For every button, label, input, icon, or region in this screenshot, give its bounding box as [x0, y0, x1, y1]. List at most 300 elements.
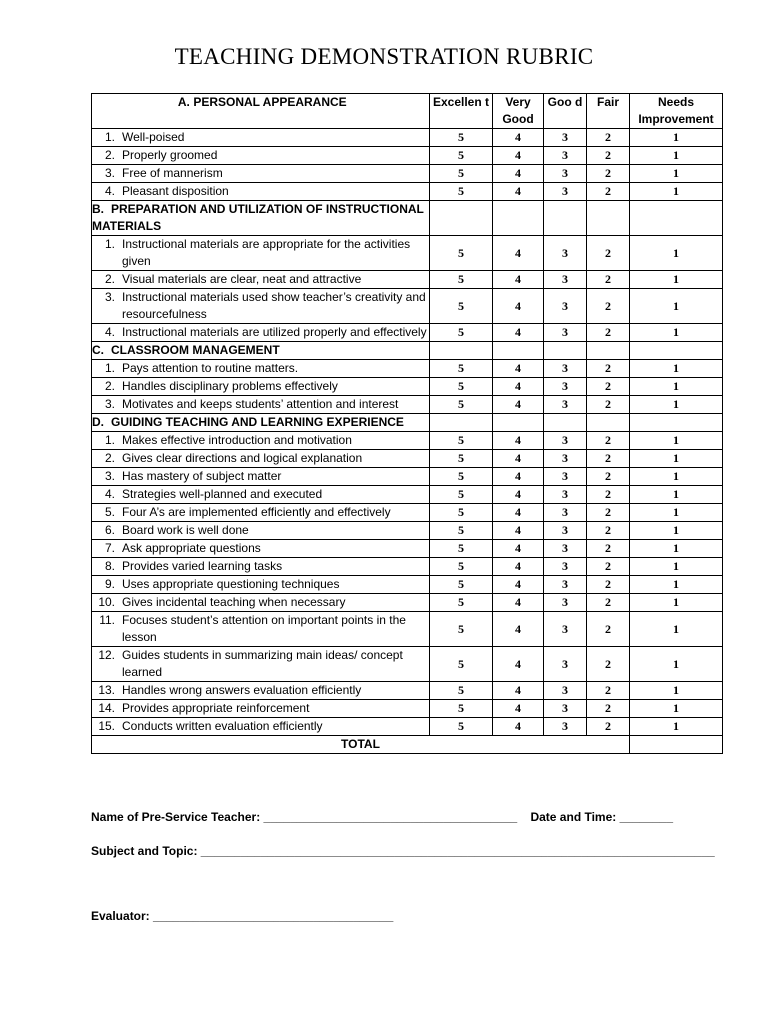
score-needs-improvement: 1: [630, 432, 723, 450]
score-excellent: 5: [430, 682, 493, 700]
score-good: 3: [544, 129, 587, 147]
score-very-good: 4: [493, 324, 544, 342]
score-excellent: 5: [430, 486, 493, 504]
criterion-cell: [92, 289, 430, 324]
criterion-number: 11.: [99, 613, 115, 627]
criterion-cell: [92, 396, 430, 414]
score-good: 3: [544, 718, 587, 736]
score-fair: 2: [587, 682, 630, 700]
score-very-good: 4: [493, 540, 544, 558]
score-cell-empty: [587, 342, 630, 360]
criterion-row: [92, 594, 723, 612]
score-excellent: 5: [430, 147, 493, 165]
score-excellent: 5: [430, 129, 493, 147]
score-needs-improvement: 1: [630, 612, 723, 647]
score-excellent: 5: [430, 165, 493, 183]
criterion-number: 4.: [104, 487, 115, 501]
score-very-good: 4: [493, 165, 544, 183]
score-needs-improvement: 1: [630, 486, 723, 504]
criterion-item: [92, 289, 429, 323]
criterion-item: [92, 360, 429, 377]
criterion-cell: [92, 718, 430, 736]
criterion-text: Guides students in summarizing main ideas/ concept learned: [122, 648, 403, 679]
criterion-item: [92, 700, 429, 717]
total-value-cell: [630, 736, 723, 754]
score-fair: 2: [587, 129, 630, 147]
criterion-number: 2.: [104, 451, 115, 465]
score-excellent: 5: [430, 540, 493, 558]
criterion-item: [92, 450, 429, 467]
score-good: 3: [544, 396, 587, 414]
score-fair: 2: [587, 558, 630, 576]
score-good: 3: [544, 289, 587, 324]
score-fair: 2: [587, 236, 630, 271]
criterion-text: Board work is well done: [122, 523, 249, 537]
score-fair: 2: [587, 486, 630, 504]
score-very-good: 4: [493, 396, 544, 414]
total-label: TOTAL: [92, 736, 630, 754]
criterion-number: 15.: [98, 719, 115, 733]
criterion-row: [92, 612, 723, 647]
score-fair: 2: [587, 183, 630, 201]
criterion-cell: [92, 522, 430, 540]
score-needs-improvement: 1: [630, 396, 723, 414]
criterion-cell: [92, 129, 430, 147]
score-good: 3: [544, 183, 587, 201]
criterion-number: 9.: [104, 577, 115, 591]
score-fair: 2: [587, 576, 630, 594]
score-good: 3: [544, 432, 587, 450]
score-good: 3: [544, 647, 587, 682]
criterion-item: [92, 540, 429, 557]
score-excellent: 5: [430, 594, 493, 612]
criterion-item: [92, 271, 429, 288]
criterion-text: Free of mannerism: [122, 166, 223, 180]
score-very-good: 4: [493, 271, 544, 289]
criterion-item: [92, 378, 429, 395]
score-needs-improvement: 1: [630, 165, 723, 183]
criterion-cell: [92, 271, 430, 289]
section-row: [92, 414, 723, 432]
section-title: GUIDING TEACHING AND LEARNING EXPERIENCE: [111, 415, 404, 429]
criterion-text: Uses appropriate questioning techniques: [122, 577, 340, 591]
score-good: 3: [544, 450, 587, 468]
criterion-row: [92, 486, 723, 504]
criterion-row: [92, 183, 723, 201]
score-excellent: 5: [430, 700, 493, 718]
score-good: 3: [544, 594, 587, 612]
criterion-cell: [92, 576, 430, 594]
section-heading: [92, 201, 430, 236]
score-very-good: 4: [493, 432, 544, 450]
criterion-text: Well-poised: [122, 130, 185, 144]
criterion-number: 14.: [98, 701, 115, 715]
score-excellent: 5: [430, 522, 493, 540]
score-excellent: 5: [430, 183, 493, 201]
criterion-row: [92, 682, 723, 700]
score-very-good: 4: [493, 612, 544, 647]
criterion-item: [92, 183, 429, 200]
score-excellent: 5: [430, 360, 493, 378]
score-very-good: 4: [493, 486, 544, 504]
score-fair: 2: [587, 432, 630, 450]
criterion-number: 10.: [98, 595, 115, 609]
score-good: 3: [544, 378, 587, 396]
score-very-good: 4: [493, 718, 544, 736]
criterion-item: [92, 396, 429, 413]
criterion-text: Handles disciplinary problems effectively: [122, 379, 338, 393]
score-good: 3: [544, 682, 587, 700]
criterion-number: 2.: [104, 272, 115, 286]
score-good: 3: [544, 504, 587, 522]
criterion-text: Instructional materials are appropriate for the activities given: [122, 237, 411, 268]
score-needs-improvement: 1: [630, 540, 723, 558]
criterion-cell: [92, 700, 430, 718]
score-cell-empty: [630, 342, 723, 360]
score-needs-improvement: 1: [630, 594, 723, 612]
score-very-good: 4: [493, 236, 544, 271]
criterion-number: 4.: [104, 325, 115, 339]
score-needs-improvement: 1: [630, 271, 723, 289]
score-excellent: 5: [430, 396, 493, 414]
score-good: 3: [544, 147, 587, 165]
score-fair: 2: [587, 289, 630, 324]
score-good: 3: [544, 324, 587, 342]
score-fair: 2: [587, 700, 630, 718]
criterion-item: [92, 558, 429, 575]
criterion-row: [92, 147, 723, 165]
criterion-text: Properly groomed: [122, 148, 218, 162]
criterion-text: Four A’s are implemented efficiently and effectively: [122, 505, 391, 519]
score-needs-improvement: 1: [630, 289, 723, 324]
score-fair: 2: [587, 612, 630, 647]
criterion-cell: [92, 165, 430, 183]
criterion-number: 4.: [104, 184, 115, 198]
criterion-row: [92, 647, 723, 682]
score-excellent: 5: [430, 558, 493, 576]
criterion-item: [92, 522, 429, 539]
section-title: PREPARATION AND UTILIZATION OF INSTRUCTIONAL MATERIALS: [92, 202, 424, 233]
header-needs-improvement: Needs Improvement: [630, 94, 723, 129]
criterion-item: [92, 682, 429, 699]
criterion-text: Gives clear directions and logical explanation: [122, 451, 363, 465]
criterion-item: [92, 432, 429, 449]
score-good: 3: [544, 522, 587, 540]
criterion-number: 1.: [104, 361, 115, 375]
score-fair: 2: [587, 360, 630, 378]
criterion-number: 1.: [104, 433, 115, 447]
criterion-item: [92, 718, 429, 735]
score-excellent: 5: [430, 612, 493, 647]
criterion-cell: [92, 183, 430, 201]
score-cell-empty: [544, 414, 587, 432]
score-fair: 2: [587, 718, 630, 736]
score-cell-empty: [630, 414, 723, 432]
score-excellent: 5: [430, 236, 493, 271]
header-good: Goo d: [544, 94, 587, 129]
criterion-cell: [92, 504, 430, 522]
score-fair: 2: [587, 271, 630, 289]
score-very-good: 4: [493, 183, 544, 201]
criterion-row: [92, 576, 723, 594]
criterion-number: 3.: [104, 469, 115, 483]
score-cell-empty: [544, 342, 587, 360]
criterion-text: Makes effective introduction and motivation: [122, 433, 352, 447]
score-good: 3: [544, 486, 587, 504]
score-needs-improvement: 1: [630, 522, 723, 540]
score-needs-improvement: 1: [630, 360, 723, 378]
score-needs-improvement: 1: [630, 718, 723, 736]
score-excellent: 5: [430, 289, 493, 324]
criterion-item: [92, 647, 429, 681]
score-fair: 2: [587, 396, 630, 414]
criterion-number: 8.: [104, 559, 115, 573]
criterion-cell: [92, 450, 430, 468]
criterion-row: [92, 378, 723, 396]
score-fair: 2: [587, 504, 630, 522]
score-fair: 2: [587, 647, 630, 682]
rubric-body: [92, 129, 723, 754]
criterion-number: 1.: [104, 237, 115, 251]
criterion-item: [92, 468, 429, 485]
score-very-good: 4: [493, 647, 544, 682]
score-very-good: 4: [493, 129, 544, 147]
section-title: CLASSROOM MANAGEMENT: [111, 343, 280, 357]
criterion-text: Instructional materials used show teacher’s creativity and resourcefulness: [122, 290, 426, 321]
criterion-cell: [92, 236, 430, 271]
criterion-text: Motivates and keeps students’ attention and interest: [122, 397, 399, 411]
section-row: [92, 201, 723, 236]
score-excellent: 5: [430, 271, 493, 289]
criterion-text: Pleasant disposition: [122, 184, 229, 198]
criterion-number: 3.: [104, 290, 115, 304]
criterion-number: 12.: [98, 648, 115, 662]
criterion-number: 6.: [104, 523, 115, 537]
criterion-cell: [92, 540, 430, 558]
score-needs-improvement: 1: [630, 682, 723, 700]
criterion-row: [92, 504, 723, 522]
criterion-text: Focuses student’s attention on important points in the lesson: [122, 613, 406, 644]
score-cell-empty: [587, 201, 630, 236]
criterion-cell: [92, 378, 430, 396]
score-needs-improvement: 1: [630, 129, 723, 147]
name-date-line: Name of Pre-Service Teacher: ______________________________________ Date and Time: ________: [91, 810, 673, 824]
criterion-item: [92, 612, 429, 646]
score-very-good: 4: [493, 289, 544, 324]
criterion-text: Conducts written evaluation efficiently: [122, 719, 323, 733]
header-excellent: Excellen t: [430, 94, 493, 129]
score-very-good: 4: [493, 360, 544, 378]
criterion-number: 1.: [104, 130, 115, 144]
section-title: PERSONAL APPEARANCE: [193, 95, 347, 109]
criterion-row: [92, 271, 723, 289]
score-cell-empty: [630, 201, 723, 236]
score-very-good: 4: [493, 468, 544, 486]
score-good: 3: [544, 360, 587, 378]
criterion-text: Visual materials are clear, neat and attractive: [122, 272, 362, 286]
score-fair: 2: [587, 468, 630, 486]
criterion-text: Handles wrong answers evaluation efficiently: [122, 683, 362, 697]
score-excellent: 5: [430, 378, 493, 396]
score-fair: 2: [587, 324, 630, 342]
criterion-number: 5.: [104, 505, 115, 519]
score-cell-empty: [430, 201, 493, 236]
criterion-cell: [92, 612, 430, 647]
criterion-row: [92, 396, 723, 414]
score-very-good: 4: [493, 450, 544, 468]
criterion-row: [92, 522, 723, 540]
criterion-item: [92, 147, 429, 164]
score-cell-empty: [493, 201, 544, 236]
criterion-cell: [92, 432, 430, 450]
score-excellent: 5: [430, 718, 493, 736]
criterion-item: [92, 165, 429, 182]
score-needs-improvement: 1: [630, 236, 723, 271]
criterion-cell: [92, 647, 430, 682]
criterion-cell: [92, 360, 430, 378]
score-good: 3: [544, 612, 587, 647]
criterion-cell: [92, 324, 430, 342]
score-very-good: 4: [493, 682, 544, 700]
criterion-cell: [92, 486, 430, 504]
criterion-item: [92, 236, 429, 270]
score-needs-improvement: 1: [630, 183, 723, 201]
criterion-row: [92, 700, 723, 718]
score-excellent: 5: [430, 468, 493, 486]
criterion-row: [92, 540, 723, 558]
criterion-item: [92, 486, 429, 503]
criterion-number: 2.: [104, 379, 115, 393]
score-needs-improvement: 1: [630, 468, 723, 486]
header-section-a: [92, 94, 430, 129]
criterion-text: Has mastery of subject matter: [122, 469, 282, 483]
criterion-number: 2.: [104, 148, 115, 162]
section-heading: [92, 342, 430, 360]
score-fair: 2: [587, 378, 630, 396]
score-fair: 2: [587, 540, 630, 558]
document-title: TEACHING DEMONSTRATION RUBRIC: [174, 44, 594, 69]
section-letter: B.: [92, 202, 104, 216]
criterion-row: [92, 450, 723, 468]
criterion-item: [92, 324, 429, 341]
score-fair: 2: [587, 165, 630, 183]
criterion-text: Strategies well-planned and executed: [122, 487, 323, 501]
criterion-row: [92, 468, 723, 486]
criterion-text: Instructional materials are utilized properly and effectively: [122, 325, 427, 339]
score-good: 3: [544, 165, 587, 183]
header-row: [92, 94, 723, 129]
criterion-item: [92, 594, 429, 611]
criterion-number: 3.: [104, 397, 115, 411]
score-needs-improvement: 1: [630, 647, 723, 682]
score-very-good: 4: [493, 594, 544, 612]
criterion-row: [92, 718, 723, 736]
evaluator-line: Evaluator: ____________________________________: [91, 909, 394, 923]
score-very-good: 4: [493, 558, 544, 576]
criterion-row: [92, 360, 723, 378]
section-row: [92, 342, 723, 360]
score-excellent: 5: [430, 576, 493, 594]
score-needs-improvement: 1: [630, 147, 723, 165]
criterion-cell: [92, 682, 430, 700]
criterion-row: [92, 289, 723, 324]
score-excellent: 5: [430, 432, 493, 450]
criterion-text: Ask appropriate questions: [122, 541, 261, 555]
rubric-table: [91, 93, 723, 754]
criterion-number: 13.: [98, 683, 115, 697]
score-fair: 2: [587, 522, 630, 540]
score-good: 3: [544, 236, 587, 271]
section-letter: C.: [92, 343, 104, 357]
criterion-cell: [92, 147, 430, 165]
total-row: [92, 736, 723, 754]
criterion-row: [92, 558, 723, 576]
score-very-good: 4: [493, 147, 544, 165]
score-cell-empty: [587, 414, 630, 432]
score-very-good: 4: [493, 504, 544, 522]
score-needs-improvement: 1: [630, 378, 723, 396]
score-excellent: 5: [430, 504, 493, 522]
criterion-row: [92, 129, 723, 147]
criterion-item: [92, 576, 429, 593]
score-excellent: 5: [430, 647, 493, 682]
criterion-cell: [92, 558, 430, 576]
score-fair: 2: [587, 594, 630, 612]
score-good: 3: [544, 468, 587, 486]
criterion-cell: [92, 594, 430, 612]
score-needs-improvement: 1: [630, 450, 723, 468]
criterion-text: Gives incidental teaching when necessary: [122, 595, 346, 609]
score-very-good: 4: [493, 576, 544, 594]
score-cell-empty: [493, 414, 544, 432]
score-very-good: 4: [493, 378, 544, 396]
criterion-text: Pays attention to routine matters.: [122, 361, 299, 375]
criterion-row: [92, 165, 723, 183]
criterion-item: [92, 129, 429, 146]
criterion-text: Provides varied learning tasks: [122, 559, 283, 573]
subject-topic-line: Subject and Topic: _____________________________________________________________________________: [91, 844, 715, 858]
score-very-good: 4: [493, 700, 544, 718]
score-cell-empty: [544, 201, 587, 236]
header-fair: Fair: [587, 94, 630, 129]
score-needs-improvement: 1: [630, 504, 723, 522]
criterion-row: [92, 432, 723, 450]
score-cell-empty: [493, 342, 544, 360]
score-very-good: 4: [493, 522, 544, 540]
score-good: 3: [544, 700, 587, 718]
criterion-cell: [92, 468, 430, 486]
score-excellent: 5: [430, 450, 493, 468]
score-needs-improvement: 1: [630, 324, 723, 342]
score-good: 3: [544, 576, 587, 594]
score-fair: 2: [587, 450, 630, 468]
score-fair: 2: [587, 147, 630, 165]
score-cell-empty: [430, 342, 493, 360]
criterion-text: Provides appropriate reinforcement: [122, 701, 310, 715]
score-excellent: 5: [430, 324, 493, 342]
criterion-number: 7.: [104, 541, 115, 555]
section-letter: A.: [177, 95, 190, 109]
score-good: 3: [544, 540, 587, 558]
section-letter: D.: [92, 415, 104, 429]
section-heading: [92, 414, 430, 432]
header-very-good: Very Good: [493, 94, 544, 129]
score-needs-improvement: 1: [630, 558, 723, 576]
score-needs-improvement: 1: [630, 700, 723, 718]
score-good: 3: [544, 271, 587, 289]
criterion-number: 3.: [104, 166, 115, 180]
criterion-item: [92, 504, 429, 521]
